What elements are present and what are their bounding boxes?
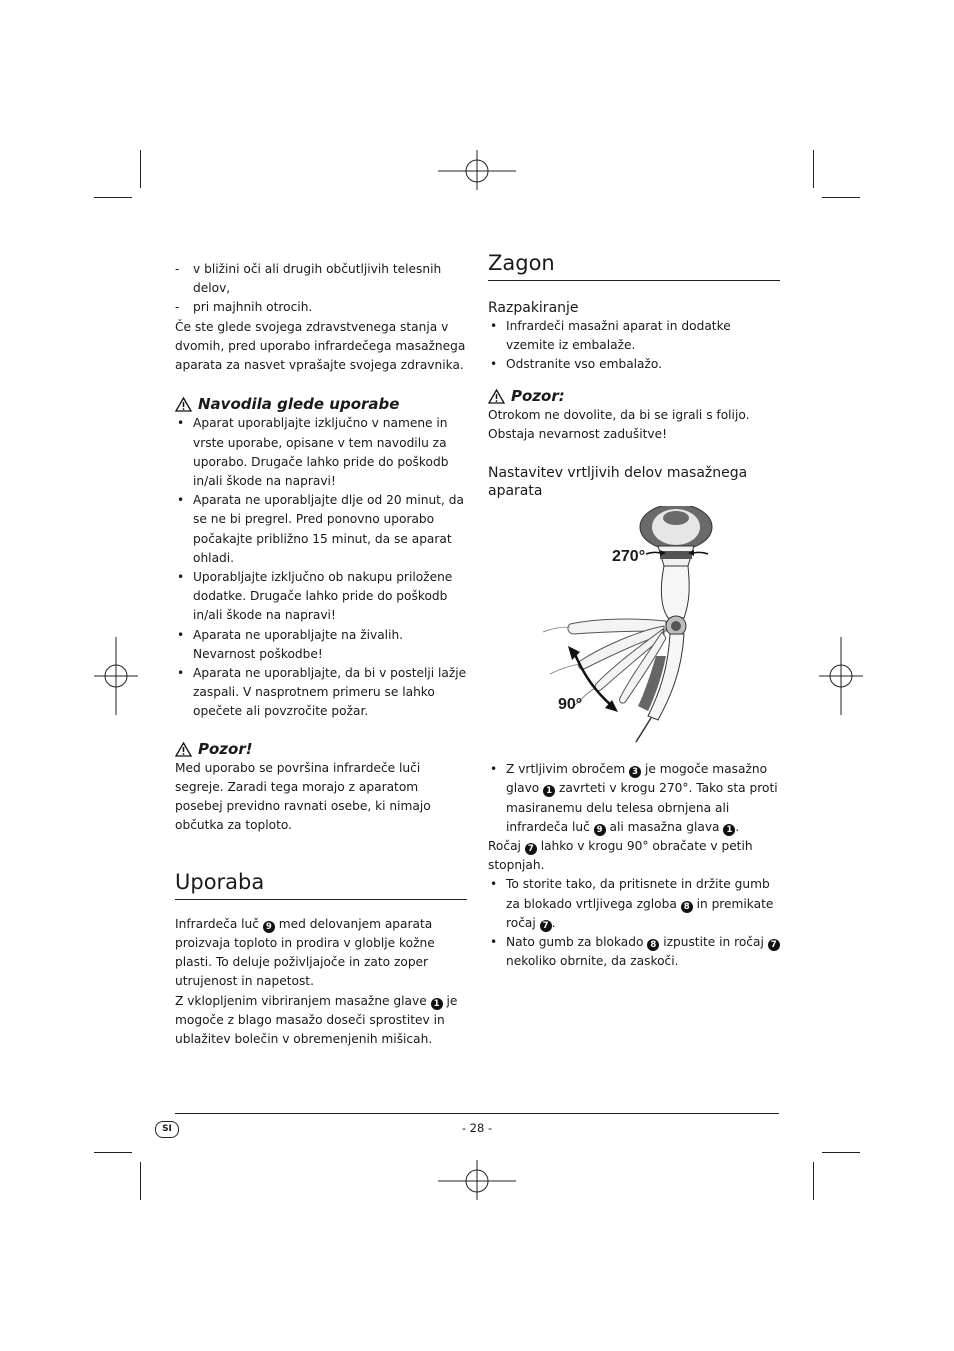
adjust-list-1 — [488, 760, 780, 837]
list-item — [488, 760, 780, 837]
caution-heading — [175, 740, 467, 759]
list-item: • Aparat uporabljajte izključno v namene in vrste uporabe, opisane v tem navodilu za uporabo. Drugače lahko pride do poškodb in/ali škode na napravi! — [175, 414, 467, 491]
text: je mogoče masažno glavo — [506, 762, 768, 796]
adjust-heading: Nastavitev vrtljivih delov masažnega aparata — [488, 465, 748, 500]
caution-paragraph: Otrokom ne dovolite, da bi se igrali s folijo. Obstaja nevarnost zadušitve! — [488, 407, 750, 442]
dash-item: - pri majhnih otrocih. — [175, 298, 467, 317]
list-item: • Odstranite vso embalažo. — [488, 355, 780, 374]
angle-270-label: 270° — [612, 548, 646, 566]
adjust-list-2 — [488, 875, 780, 971]
unpack-heading: Razpakiranje — [488, 300, 579, 316]
text: Ročaj — [488, 839, 521, 854]
text: in premikate ročaj — [506, 896, 774, 930]
part-number-badge: 1 — [723, 824, 735, 836]
text: zavrteti v krogu 270°. Tako sta proti masiranemu delu telesa obrnjena ali infrardeča luč — [506, 781, 778, 834]
list-item: • Aparata ne uporabljajte dlje od 20 minut, da se ne bi pregrel. Pred ponovno uporabo počakajte približno 15 minut, da se aparat ohladi. — [175, 491, 467, 568]
text: lahko v krogu 90° obračate v petih stopnjah. — [488, 839, 753, 873]
part-number-badge: 8 — [647, 939, 659, 951]
uporaba-paragraph-2 — [175, 992, 467, 1050]
section-title-zagon: Zagon — [488, 250, 780, 281]
usage-heading — [175, 395, 467, 414]
list-item — [488, 933, 780, 971]
list-item: • Aparata ne uporabljajte na živalih. Nevarnost poškodbe! — [175, 626, 467, 664]
warning-icon — [488, 389, 505, 404]
part-number-badge: 9 — [594, 824, 606, 836]
text: je mogoče z blago masažo doseči sprostitev in ublažitev bolečin v obremenjenih mišicah. — [175, 993, 458, 1046]
list-item — [488, 875, 780, 933]
device-figure — [488, 506, 780, 750]
text: . — [735, 819, 740, 834]
usage-list — [175, 414, 467, 721]
part-number-badge: 8 — [681, 901, 693, 913]
text: nekoliko obrnite, da zaskoči. — [506, 954, 679, 969]
text: Nato gumb za blokado — [506, 935, 644, 950]
caution-heading — [488, 387, 780, 406]
caution-paragraph: Med uporabo se površina infrardeče luči segreje. Zaradi tega morajo z aparatom posebej previdno ravnati osebe, ki nimajo občutka za toploto. — [175, 760, 431, 833]
caution-heading-text: Pozor! — [198, 739, 253, 758]
text: ali masažna glava — [609, 819, 720, 834]
part-number-badge: 1 — [543, 785, 555, 797]
handle-paragraph — [488, 837, 780, 875]
warning-icon — [175, 742, 192, 757]
text: med delovanjem aparata proizvaja toploto in prodira v globlje kožne plasti. To deluje poživljajoče in zato zoper utrujenost in napetost. — [175, 916, 435, 989]
language-badge: SI — [155, 1121, 179, 1138]
list-item: • Infrardeči masažni aparat in dodatke vzemite iz embalaže. — [488, 317, 780, 355]
part-number-badge: 7 — [768, 939, 780, 951]
list-item: • Uporabljajte izključno ob nakupu priložene dodatke. Drugače lahko pride do poškodb in/ali škode na napravi! — [175, 568, 467, 626]
right-column — [488, 250, 780, 971]
angle-90-label: 90° — [558, 696, 583, 714]
part-number-badge: 9 — [263, 921, 275, 933]
dash-item: - v bližini oči ali drugih občutljivih telesnih delov, — [175, 260, 467, 298]
intro-paragraph: Če ste glede svojega zdravstvenega stanja v dvomih, pred uporabo infrardečega masažnega aparata za nasvet vprašajte svojega zdravnika. — [175, 319, 466, 373]
text: izpustite in ročaj — [663, 935, 764, 950]
warning-icon — [175, 397, 192, 412]
caution-heading-text: Pozor: — [511, 386, 565, 405]
text: Infrardeča luč — [175, 916, 259, 931]
section-title-uporaba: Uporaba — [175, 869, 467, 900]
footer-rule — [175, 1113, 779, 1114]
part-number-badge: 7 — [525, 843, 537, 855]
unpack-list — [488, 317, 780, 375]
text: . — [551, 915, 556, 930]
text: Z vrtljivim obročem — [506, 762, 626, 777]
part-number-badge: 3 — [629, 766, 641, 778]
text: Z vklopljenim vibriranjem masažne glave — [175, 993, 427, 1008]
part-number-badge: 1 — [431, 998, 443, 1010]
page-number: - 28 - — [461, 1121, 493, 1135]
massager-illustration — [488, 506, 780, 750]
uporaba-paragraph-1 — [175, 915, 467, 992]
text: To storite tako, da pritisnete in držite gumb za blokado vrtljivega zgloba — [506, 877, 770, 911]
left-column — [175, 260, 467, 1049]
list-item: • Aparata ne uporabljajte, da bi v postelji lažje zaspali. V nasprotnem primeru se lahko opečete ali povzročite požar. — [175, 664, 467, 722]
part-number-badge: 7 — [540, 920, 552, 932]
usage-heading-text: Navodila glede uporabe — [198, 395, 400, 414]
